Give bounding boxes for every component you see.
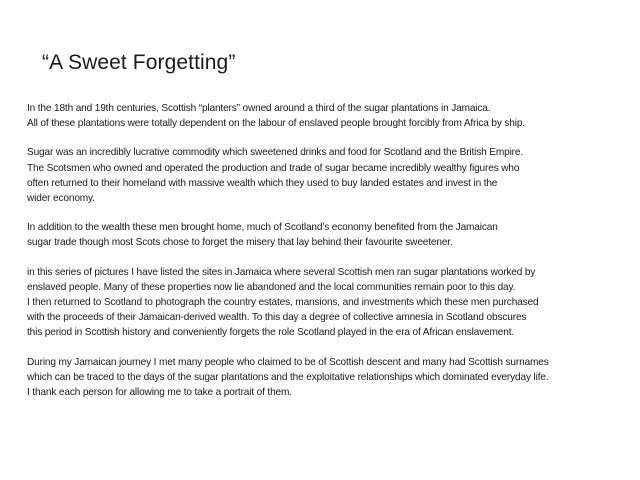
paragraph-line: In the 18th and 19th centuries, Scottish “planters” owned around a third of the sugar plantations in Jamaica. (27, 103, 491, 114)
paragraph-3 (27, 220, 633, 250)
paragraph-line: which can be traced to the days of the sugar plantations and the exploitative relationships which dominated everyday life. (27, 371, 549, 383)
paragraph-line: with the proceeds of their Jamaican-derived wealth. To this day a degree of collective amnesia in Scotland obscures (27, 312, 527, 324)
paragraph-4 (27, 265, 633, 341)
paragraph-1 (27, 101, 633, 131)
body-text (27, 101, 633, 414)
paragraph-line: During my Jamaican journey I met many people who claimed to be of Scottish descent and many had Scottish surnames (27, 356, 549, 368)
paragraph-line: sugar trade though most Scots chose to forget the misery that lay behind their favourite sweetener. (27, 237, 453, 249)
paragraph-line: this period in Scottish history and conveniently forgets the role Scotland played in the era of African enslavement. (27, 327, 515, 339)
paragraph-line: often returned to their homeland with massive wealth which they used to buy landed estates and invest in the (27, 177, 498, 189)
paragraph-5 (27, 355, 633, 401)
paragraph-line: In addition to the wealth these men brought home, much of Scotland’s economy benefited from the Jamaican (27, 222, 498, 234)
paragraph-line: The Scotsmen who owned and operated the production and trade of sugar became incredibly wealthy figures who (27, 162, 520, 174)
paragraph-line: I then returned to Scotland to photograph the country estates, mansions, and investments which these men purchased (27, 297, 539, 309)
paragraph-line: All of these plantations were totally dependent on the labour of enslaved people brought forcibly from Africa by ship. (27, 118, 525, 130)
paragraph-line: enslaved people. Many of these properties now lie abandoned and the local communities remain poor to this day. (27, 281, 516, 293)
paragraph-line: I thank each person for allowing me to take a portrait of them. (27, 387, 292, 399)
paragraph-line: wider economy. (27, 193, 95, 205)
paragraph-line: in this series of pictures I have listed the sites in Jamaica where several Scottish men ran sugar plantations worked by (27, 266, 536, 278)
paragraph-line: Sugar was an incredibly lucrative commodity which sweetened drinks and food for Scotland and the British Empire. (27, 147, 523, 159)
paragraph-2 (27, 145, 633, 206)
page-title: “A Sweet Forgetting” (42, 51, 236, 74)
